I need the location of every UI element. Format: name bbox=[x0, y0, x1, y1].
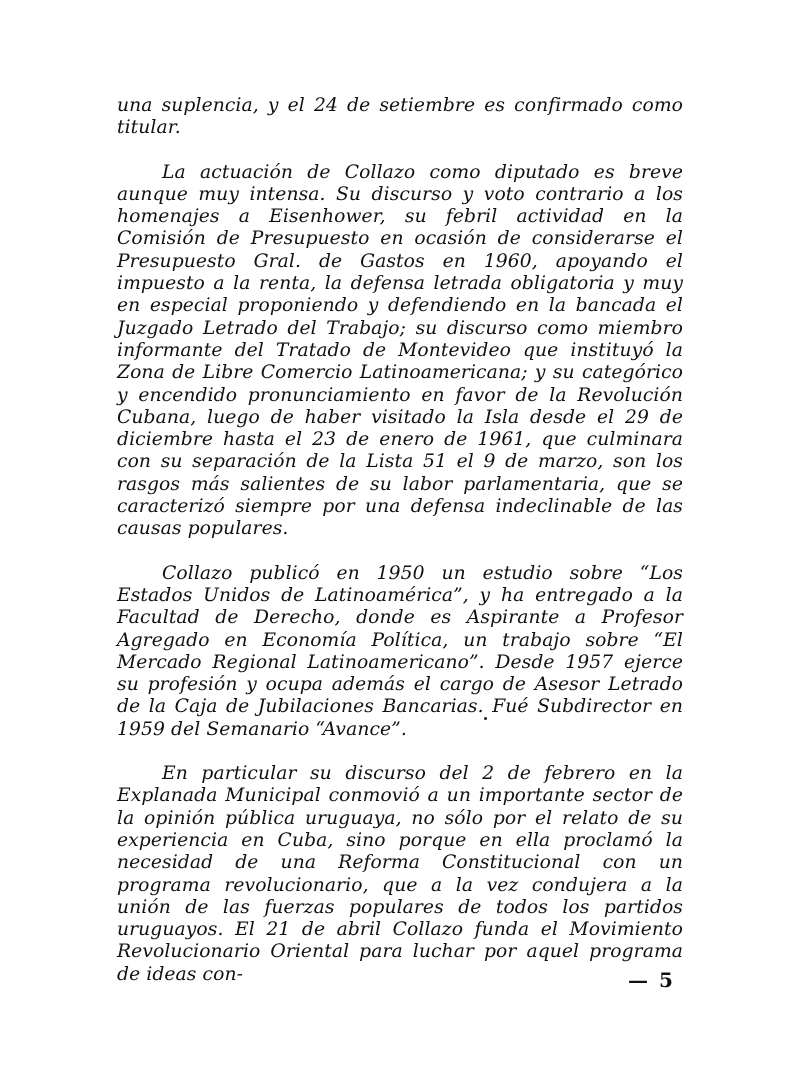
paragraph-3: Collazo publicó en 1950 un estudio sobre “Los Estados Unidos de Latinoamérica”, y ha entregado a la Facultad de Derecho, donde es Aspirante a Profesor Agregado en Economía Política, un trabajo sobre “El Mercado Regional Latinoamericano”. Desde 1957 ejerce su profesión y ocupa además el cargo de Asesor Letrado de la Caja de Jubilaciones Bancarias. Fué Subdirector en 1959 del Semanario “Avance”. bbox=[117, 562, 683, 740]
paragraph-gap bbox=[117, 140, 683, 162]
paragraph-4: En particular su discurso del 2 de febrero en la Explanada Municipal conmovió a un importante sector de la opinión pública uruguaya, no sólo por el relato de su experiencia en Cuba, sino porque en ella proclamó la necesidad de una Reforma Constitucional con un programa revolucionario, que a la vez condujera a la unión de las fuerzas populares de todos los partidos uruguayos. El 21 de abril Collazo funda el Movimiento Revolucionario Oriental para luchar por aquel programa de ideas con- bbox=[117, 763, 683, 985]
page-number: — 5 bbox=[628, 968, 675, 992]
ink-speck bbox=[484, 717, 487, 720]
body-text bbox=[117, 95, 683, 986]
paragraph-1: una suplencia, y el 24 de setiembre es confirmado como titular. bbox=[117, 95, 683, 139]
paragraph-gap bbox=[117, 541, 683, 563]
paragraph-2: La actuación de Collazo como diputado es breve aunque muy intensa. Su discurso y voto contrario a los homenajes a Eisenhower, su febril actividad en la Comisión de Presupuesto en ocasión de considerarse el Presupuesto Gral. de Gastos en 1960, apoyando el impuesto a la renta, la defensa letrada obligatoria y muy en especial proponiendo y defendiendo en la bancada el Juzgado Letrado del Trabajo; su discurso como miembro informante del Tratado de Montevideo que instituyó la Zona de Libre Comercio Latinoamericana; y su categórico y encendido pronunciamiento en favor de la Revolución Cubana, luego de haber visitado la Isla desde el 29 de diciembre hasta el 23 de enero de 1961, que culminara con su separación de la Lista 51 el 9 de marzo, son los rasgos más salientes de su labor parlamentaria, que se caracterizó siempre por una defensa indeclinable de las causas populares. bbox=[117, 161, 683, 540]
paragraph-gap bbox=[117, 741, 683, 763]
